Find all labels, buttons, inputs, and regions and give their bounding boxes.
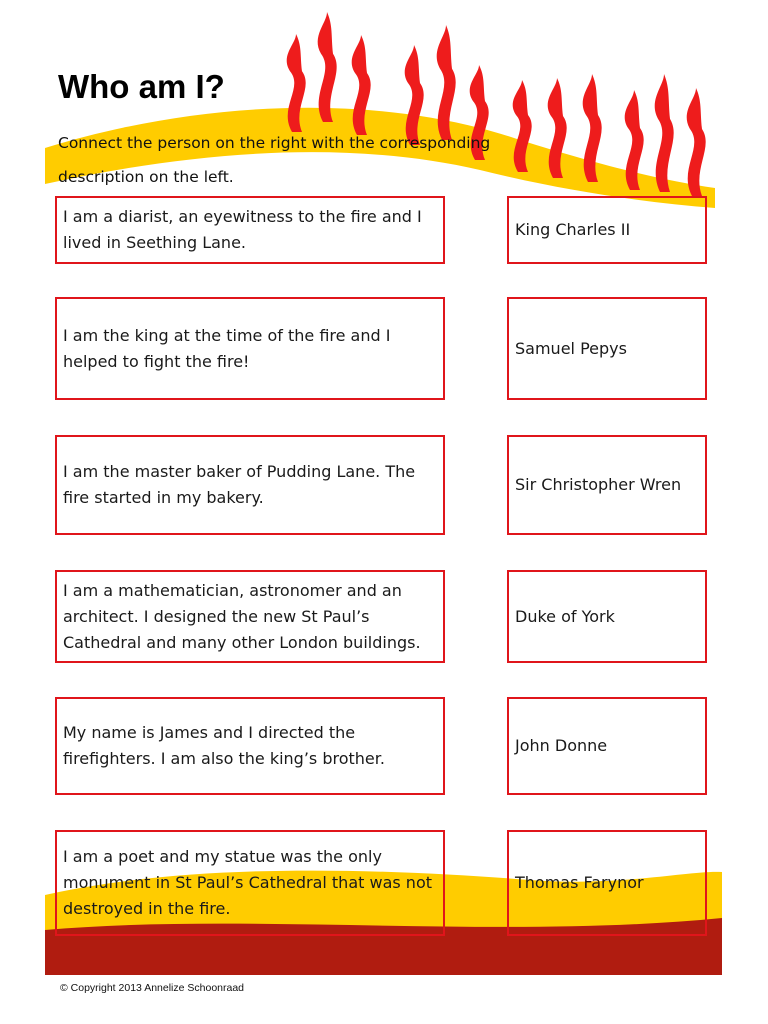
description-box-3[interactable]: I am the master baker of Pudding Lane. The fire started in my bakery. xyxy=(55,435,445,535)
person-box-6[interactable]: Thomas Farynor xyxy=(507,830,707,936)
person-box-5[interactable]: John Donne xyxy=(507,697,707,795)
flame-wisp xyxy=(687,88,706,196)
description-box-1[interactable]: I am a diarist, an eyewitness to the fire and I lived in Seething Lane. xyxy=(55,196,445,264)
description-box-5[interactable]: My name is James and I directed the firefighters. I am also the king’s brother. xyxy=(55,697,445,795)
description-box-6[interactable]: I am a poet and my statue was the only monument in St Paul’s Cathedral that was not destroyed in the fire. xyxy=(55,830,445,936)
page-title: Who am I? xyxy=(58,68,225,105)
instructions: Connect the person on the right with the corresponding description on the left. xyxy=(58,134,491,186)
person-box-3[interactable]: Sir Christopher Wren xyxy=(507,435,707,535)
person-box-2[interactable]: Samuel Pepys xyxy=(507,297,707,400)
copyright-notice: © Copyright 2013 Annelize Schoonraad xyxy=(60,982,245,994)
flame-wisp xyxy=(318,12,337,122)
person-box-1[interactable]: King Charles II xyxy=(507,196,707,264)
description-box-2[interactable]: I am the king at the time of the fire and I helped to fight the fire! xyxy=(55,297,445,400)
person-box-4[interactable]: Duke of York xyxy=(507,570,707,663)
description-box-4[interactable]: I am a mathematician, astronomer and an architect. I designed the new St Paul’s Cathedral and many other London buildings. xyxy=(55,570,445,663)
flame-wisp xyxy=(655,74,674,192)
